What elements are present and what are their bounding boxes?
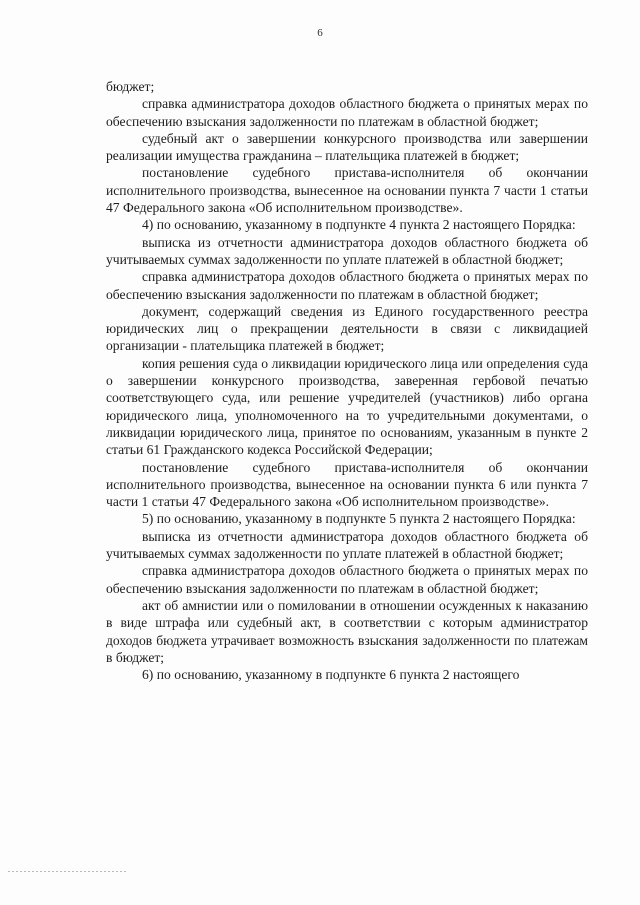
document-body: [106, 78, 588, 683]
paragraph: справка администратора доходов областного бюджета о принятых мерах по обеспечению взыскания задолженности по платежам в областной бюджет;: [106, 269, 588, 302]
paragraph: судебный акт о завершении конкурсного производства или завершении реализации имущества гражданина – плательщика платежей в бюджет;: [106, 130, 588, 164]
paragraph: справка администратора доходов областного бюджета о принятых мерах по обеспечению взыскания задолженности по платежам в областной бюджет;: [106, 563, 588, 596]
paragraph: постановление судебного пристава-исполнителя об окончании исполнительного производства, вынесенное на основании пункта 7 части 1 статьи 47 Федерального закона «Об исполнительном производстве».: [106, 165, 588, 216]
paragraph: 6) по основанию, указанному в подпункте 6 пункта 2 настоящего: [142, 667, 520, 683]
paragraph: акт об амнистии или о помиловании в отношении осужденных к наказанию в виде штрафа или судебный акт, в соответствии с которым администратор доходов бюджета утрачивает возможность взыскания задолженности по платежам в бюджет;: [106, 597, 588, 665]
paragraph: 5) по основанию, указанному в подпункте 5 пункта 2 настоящего Порядка:: [142, 511, 576, 527]
paragraph: выписка из отчетности администратора доходов областного бюджета об учитываемых суммах задолженности по уплате платежей в областной бюджет;: [106, 234, 588, 267]
paragraph: копия решения суда о ликвидации юридического лица или определения суда о завершении конкурсного производства, заверенная гербовой печатью соответствующего суда, или решение учредителей (участников) либо органа юридического лица, уполномоченного на то учредительными документами, о ликвидации юридического лица, принятое по основаниям, указанным в пункте 2 статьи 61 Гражданского кодекса Российской Федерации;: [106, 355, 588, 458]
paragraph: справка администратора доходов областного бюджета о принятых мерах по обеспечению взыскания задолженности по платежам в областной бюджет;: [106, 96, 588, 129]
paragraph: бюджет;: [106, 79, 155, 94]
paragraph: постановление судебного пристава-исполнителя об окончании исполнительного производства, вынесенное на основании пункта 6 или пункта 7 части 1 статьи 47 Федерального закона «Об исполнительном производстве».: [106, 459, 588, 510]
page-number: 6: [317, 27, 323, 39]
paragraph: выписка из отчетности администратора доходов областного бюджета об учитываемых суммах задолженности по уплате платежей в областной бюджет;: [106, 528, 588, 562]
paragraph: документ, содержащий сведения из Единого государственного реестра юридических лиц о прекращении деятельности в связи с ликвидацией организации - плательщика платежей в бюджет;: [106, 303, 588, 354]
scan-artifact-line: [8, 871, 128, 872]
paragraph: 4) по основанию, указанному в подпункте 4 пункта 2 настоящего Порядка:: [142, 217, 576, 233]
